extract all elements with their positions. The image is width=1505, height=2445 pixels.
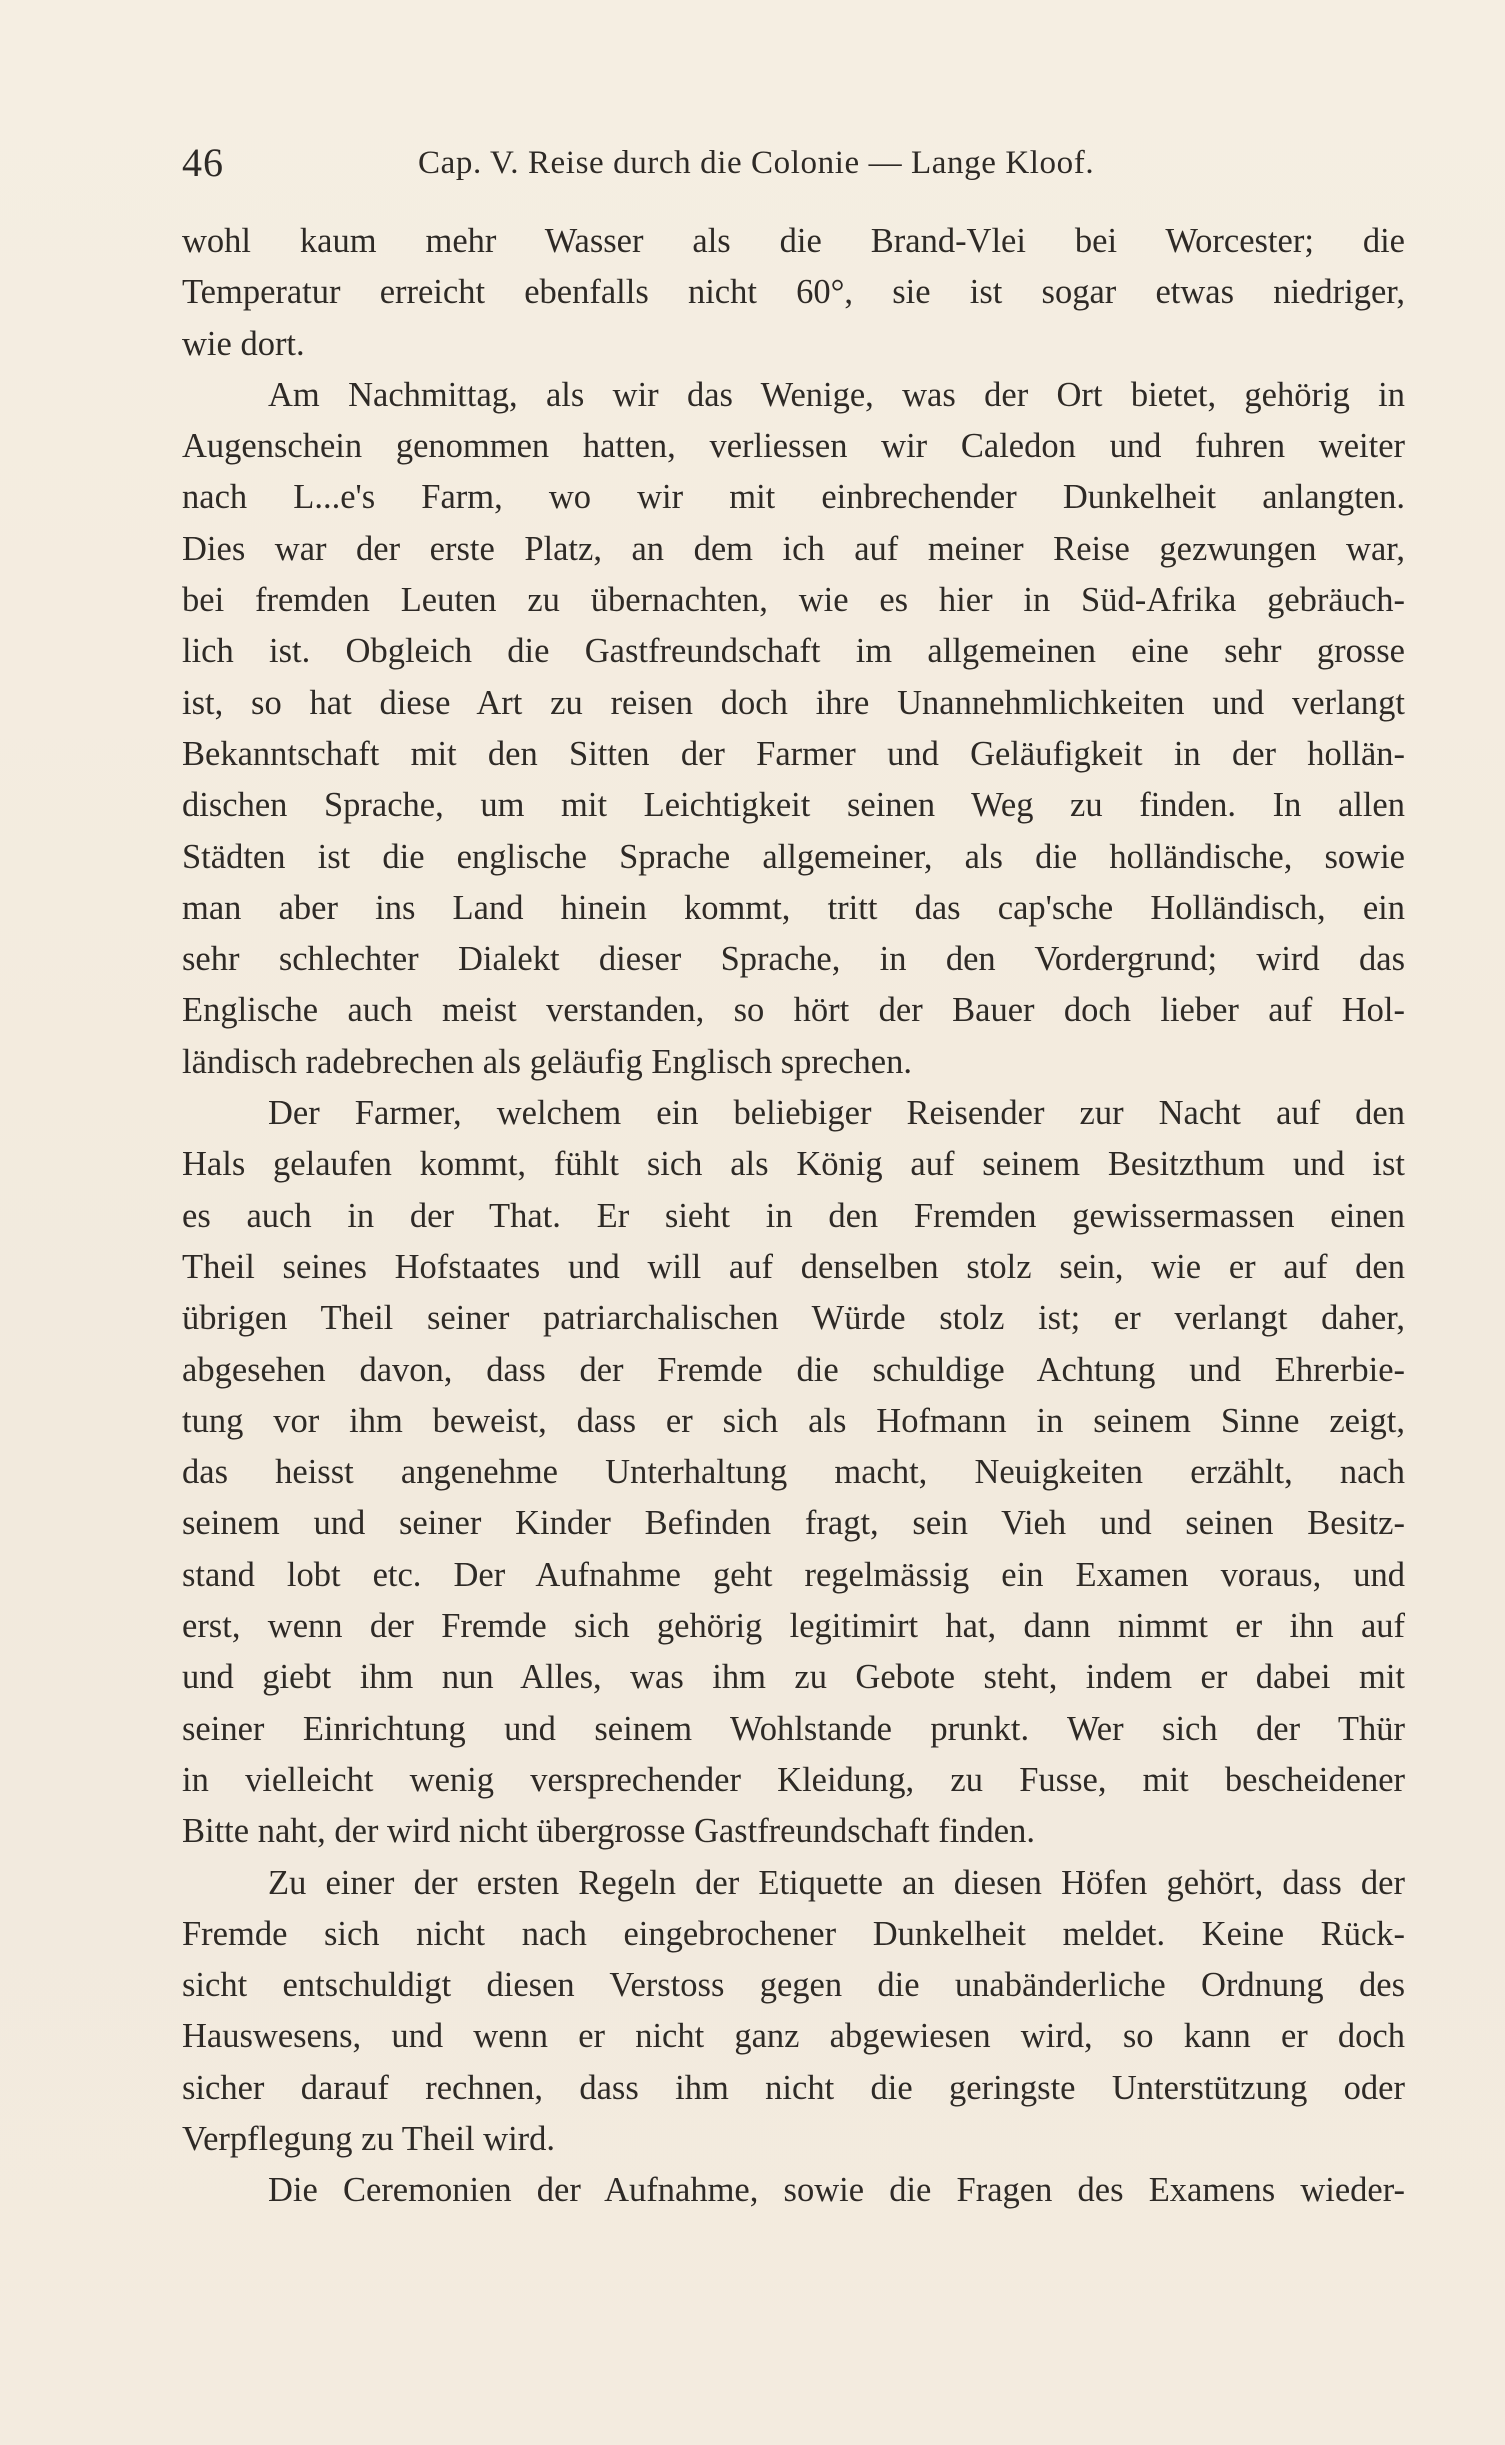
text-line: wie dort. (182, 324, 305, 363)
text-line: Fremde sich nicht nach eingebrochener Dunkelheit meldet. Keine Rück- (182, 1914, 1405, 1953)
text-line: Temperatur erreicht ebenfalls nicht 60°, sie ist sogar etwas niedriger, (182, 273, 1405, 312)
text-line: bei fremden Leuten zu übernachten, wie es hier in Süd-Afrika gebräuch- (182, 581, 1405, 620)
text-line: stand lobt etc. Der Aufnahme geht regelmässig ein Examen voraus, und (182, 1555, 1405, 1594)
text-line: es auch in der That. Er sieht in den Fremden gewissermassen einen (182, 1196, 1405, 1235)
text-line: Hals gelaufen kommt, fühlt sich als König auf seinem Besitzthum und ist (182, 1145, 1405, 1184)
text-line: übrigen Theil seiner patriarchalischen Würde stolz ist; er verlangt daher, (182, 1299, 1405, 1338)
text-line: wohl kaum mehr Wasser als die Brand-Vlei bei Worcester; die (182, 222, 1405, 260)
text-line: man aber ins Land hinein kommt, tritt das cap'sche Holländisch, ein (182, 888, 1405, 927)
text-line: abgesehen davon, dass der Fremde die schuldige Achtung und Ehrerbie- (182, 1350, 1405, 1389)
text-line: sicher darauf rechnen, dass ihm nicht die geringste Unterstützung oder (182, 2068, 1405, 2107)
body-text (182, 216, 1405, 2217)
text-line: Dies war der erste Platz, an dem ich auf meiner Reise gezwungen war, (182, 529, 1405, 568)
text-line: dischen Sprache, um mit Leichtigkeit seinen Weg zu finden. In allen (182, 786, 1405, 825)
page-number: 46 (182, 140, 224, 185)
text-line: Die Ceremonien der Aufnahme, sowie die Fragen des Examens wieder- (268, 2171, 1405, 2210)
text-line: nach L...e's Farm, wo wir mit einbrechender Dunkelheit anlangten. (182, 478, 1405, 517)
text-line: das heisst angenehme Unterhaltung macht, Neuigkeiten erzählt, nach (182, 1453, 1405, 1492)
text-line: sicht entschuldigt diesen Verstoss gegen die unabänderliche Ordnung des (182, 1966, 1405, 2005)
text-line: Verpflegung zu Theil wird. (182, 2119, 556, 2158)
text-line: sehr schlechter Dialekt dieser Sprache, in den Vordergrund; wird das (182, 940, 1405, 979)
text-line: Bitte naht, der wird nicht übergrosse Gastfreundschaft finden. (182, 1812, 1035, 1851)
text-line: seiner Einrichtung und seinem Wohlstande prunkt. Wer sich der Thür (182, 1709, 1405, 1748)
text-line: und giebt ihm nun Alles, was ihm zu Gebote steht, indem er dabei mit (182, 1658, 1405, 1697)
text-line: Städten ist die englische Sprache allgemeiner, als die holländische, sowie (182, 837, 1405, 876)
text-line: in vielleicht wenig versprechender Kleidung, zu Fusse, mit bescheidener (182, 1760, 1405, 1799)
text-line: lich ist. Obgleich die Gastfreundschaft im allgemeinen eine sehr grosse (182, 632, 1405, 671)
page-header (182, 133, 1405, 193)
text-line: Bekanntschaft mit den Sitten der Farmer und Geläufigkeit in der hollän- (182, 734, 1405, 773)
text-line: Augenschein genommen hatten, verliessen wir Caledon und fuhren weiter (182, 427, 1405, 466)
text-line: Hauswesens, und wenn er nicht ganz abgewiesen wird, so kann er doch (182, 2017, 1405, 2056)
text-line: erst, wenn der Fremde sich gehörig legitimirt hat, dann nimmt er ihn auf (182, 1607, 1405, 1646)
text-line: ländisch radebrechen als geläufig Englisch sprechen. (182, 1042, 912, 1081)
text-line: Zu einer der ersten Regeln der Etiquette an diesen Höfen gehört, dass der (268, 1863, 1405, 1902)
text-line: tung vor ihm beweist, dass er sich als Hofmann in seinem Sinne zeigt, (182, 1401, 1405, 1440)
text-line: ist, so hat diese Art zu reisen doch ihre Unannehmlichkeiten und verlangt (182, 683, 1405, 722)
text-line: Englische auch meist verstanden, so hört der Bauer doch lieber auf Hol- (182, 991, 1405, 1030)
text-line: Am Nachmittag, als wir das Wenige, was der Ort bietet, gehörig in (268, 375, 1405, 414)
running-title: Cap. V. Reise durch die Colonie — Lange Kloof. (418, 145, 1095, 181)
text-line: Der Farmer, welchem ein beliebiger Reisender zur Nacht auf den (268, 1094, 1405, 1133)
text-line: seinem und seiner Kinder Befinden fragt, sein Vieh und seinen Besitz- (182, 1504, 1405, 1543)
text-line: Theil seines Hofstaates und will auf denselben stolz sein, wie er auf den (182, 1247, 1405, 1286)
